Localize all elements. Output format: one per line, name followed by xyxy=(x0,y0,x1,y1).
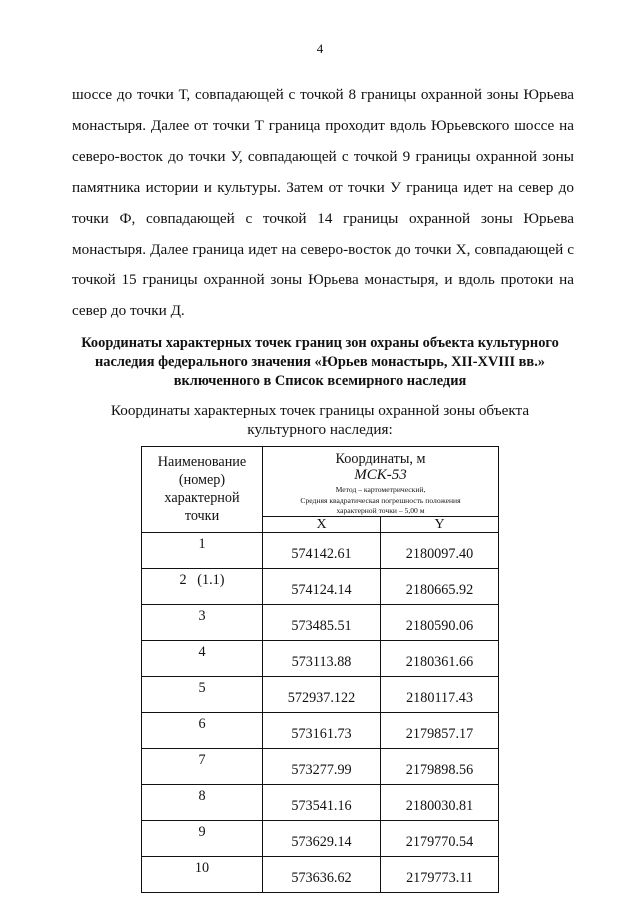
point-x: 573113.88 xyxy=(263,640,381,676)
point-x: 573485.51 xyxy=(263,604,381,640)
point-y: 2180117.43 xyxy=(381,676,499,712)
section-heading xyxy=(50,334,590,391)
point-x: 573277.99 xyxy=(263,748,381,784)
paragraph-line: монастыря. Далее от точки Т граница проходит вдоль Юрьевского шоссе на xyxy=(72,116,574,134)
paragraph-line: северо-восток до точки У, совпадающей с точкой 9 границы охранной зоны xyxy=(72,147,574,165)
point-x: 573636.62 xyxy=(263,856,381,892)
point-y: 2179770.54 xyxy=(381,820,499,856)
point-x: 573629.14 xyxy=(263,820,381,856)
header-method-line: характерной точки – 5,00 м xyxy=(336,506,425,515)
header-coords-title: Координаты, м xyxy=(335,451,426,467)
point-x: 574124.14 xyxy=(263,568,381,604)
header-x: X xyxy=(263,516,381,532)
paragraph-line: шоссе до точки Т, совпадающей с точкой 8 границы охранной зоны Юрьева xyxy=(72,86,574,103)
point-x: 573541.16 xyxy=(263,784,381,820)
header-point-name xyxy=(142,447,263,533)
point-number: 2 (1.1) xyxy=(142,568,263,604)
caption-line: культурного наследия: xyxy=(247,421,393,438)
table-row xyxy=(142,604,499,640)
header-coordinates xyxy=(263,447,499,517)
header-method-line: Средняя квадратическая погрешность положения xyxy=(300,495,461,505)
point-y: 2179898.56 xyxy=(381,748,499,784)
table-row xyxy=(142,820,499,856)
header-method-line: Метод – картометрический, xyxy=(335,485,426,494)
point-y: 2180030.81 xyxy=(381,784,499,820)
paragraph-line: точки Ф, совпадающей с точкой 14 границы охранной зоны Юрьева xyxy=(72,209,574,227)
point-number: 5 xyxy=(142,676,263,712)
header-coords-system: МСК-53 xyxy=(354,467,407,483)
header-name-line: точки xyxy=(184,508,220,525)
header-name-line: характерной xyxy=(164,490,240,507)
table-row xyxy=(142,640,499,676)
point-y: 2180665.92 xyxy=(381,568,499,604)
header-name-line: (номер) xyxy=(178,472,226,489)
heading-line: наследия федерального значения «Юрьев монастырь, XII-XVIII вв.» xyxy=(94,354,545,370)
table-header-row xyxy=(142,447,499,517)
table-row xyxy=(142,676,499,712)
header-y: Y xyxy=(381,516,499,532)
coordinates-table xyxy=(141,446,499,893)
point-y: 2180590.06 xyxy=(381,604,499,640)
point-y: 2179773.11 xyxy=(381,856,499,892)
table-row xyxy=(142,856,499,892)
heading-line: Координаты характерных точек границ зон охраны объекта культурного xyxy=(81,335,559,351)
header-name-line: Наименование xyxy=(157,454,247,471)
point-y: 2179857.17 xyxy=(381,712,499,748)
point-number: 8 xyxy=(142,784,263,820)
table-row xyxy=(142,784,499,820)
point-x: 572937.122 xyxy=(263,676,381,712)
point-x: 573161.73 xyxy=(263,712,381,748)
paragraph-line: монастыря. Далее граница идет на северо-восток до точки Х, совпадающей с xyxy=(72,240,574,258)
point-number: 3 xyxy=(142,604,263,640)
point-number: 9 xyxy=(142,820,263,856)
paragraph-line: памятника истории и культуры. Затем от точки У граница идет на север до xyxy=(72,178,574,196)
table-caption xyxy=(60,401,580,439)
point-number: 6 xyxy=(142,712,263,748)
paragraph-line: север до точки Д. xyxy=(72,302,185,320)
point-x: 574142.61 xyxy=(263,532,381,568)
point-number: 7 xyxy=(142,748,263,784)
point-y: 2180097.40 xyxy=(381,532,499,568)
body-paragraph xyxy=(72,80,574,327)
heading-line: включенного в Список всемирного наследия xyxy=(173,373,467,389)
point-number: 4 xyxy=(142,640,263,676)
point-number: 1 xyxy=(142,532,263,568)
table-row xyxy=(142,748,499,784)
point-number: 10 xyxy=(142,856,263,892)
point-y: 2180361.66 xyxy=(381,640,499,676)
table-row xyxy=(142,532,499,568)
table-row xyxy=(142,568,499,604)
caption-line: Координаты характерных точек границы охранной зоны объекта xyxy=(110,402,530,419)
paragraph-line: точкой 15 границы охранной зоны Юрьева монастыря, и вдоль протоки на xyxy=(72,271,574,289)
page-number: 4 xyxy=(316,41,324,56)
table-row xyxy=(142,712,499,748)
